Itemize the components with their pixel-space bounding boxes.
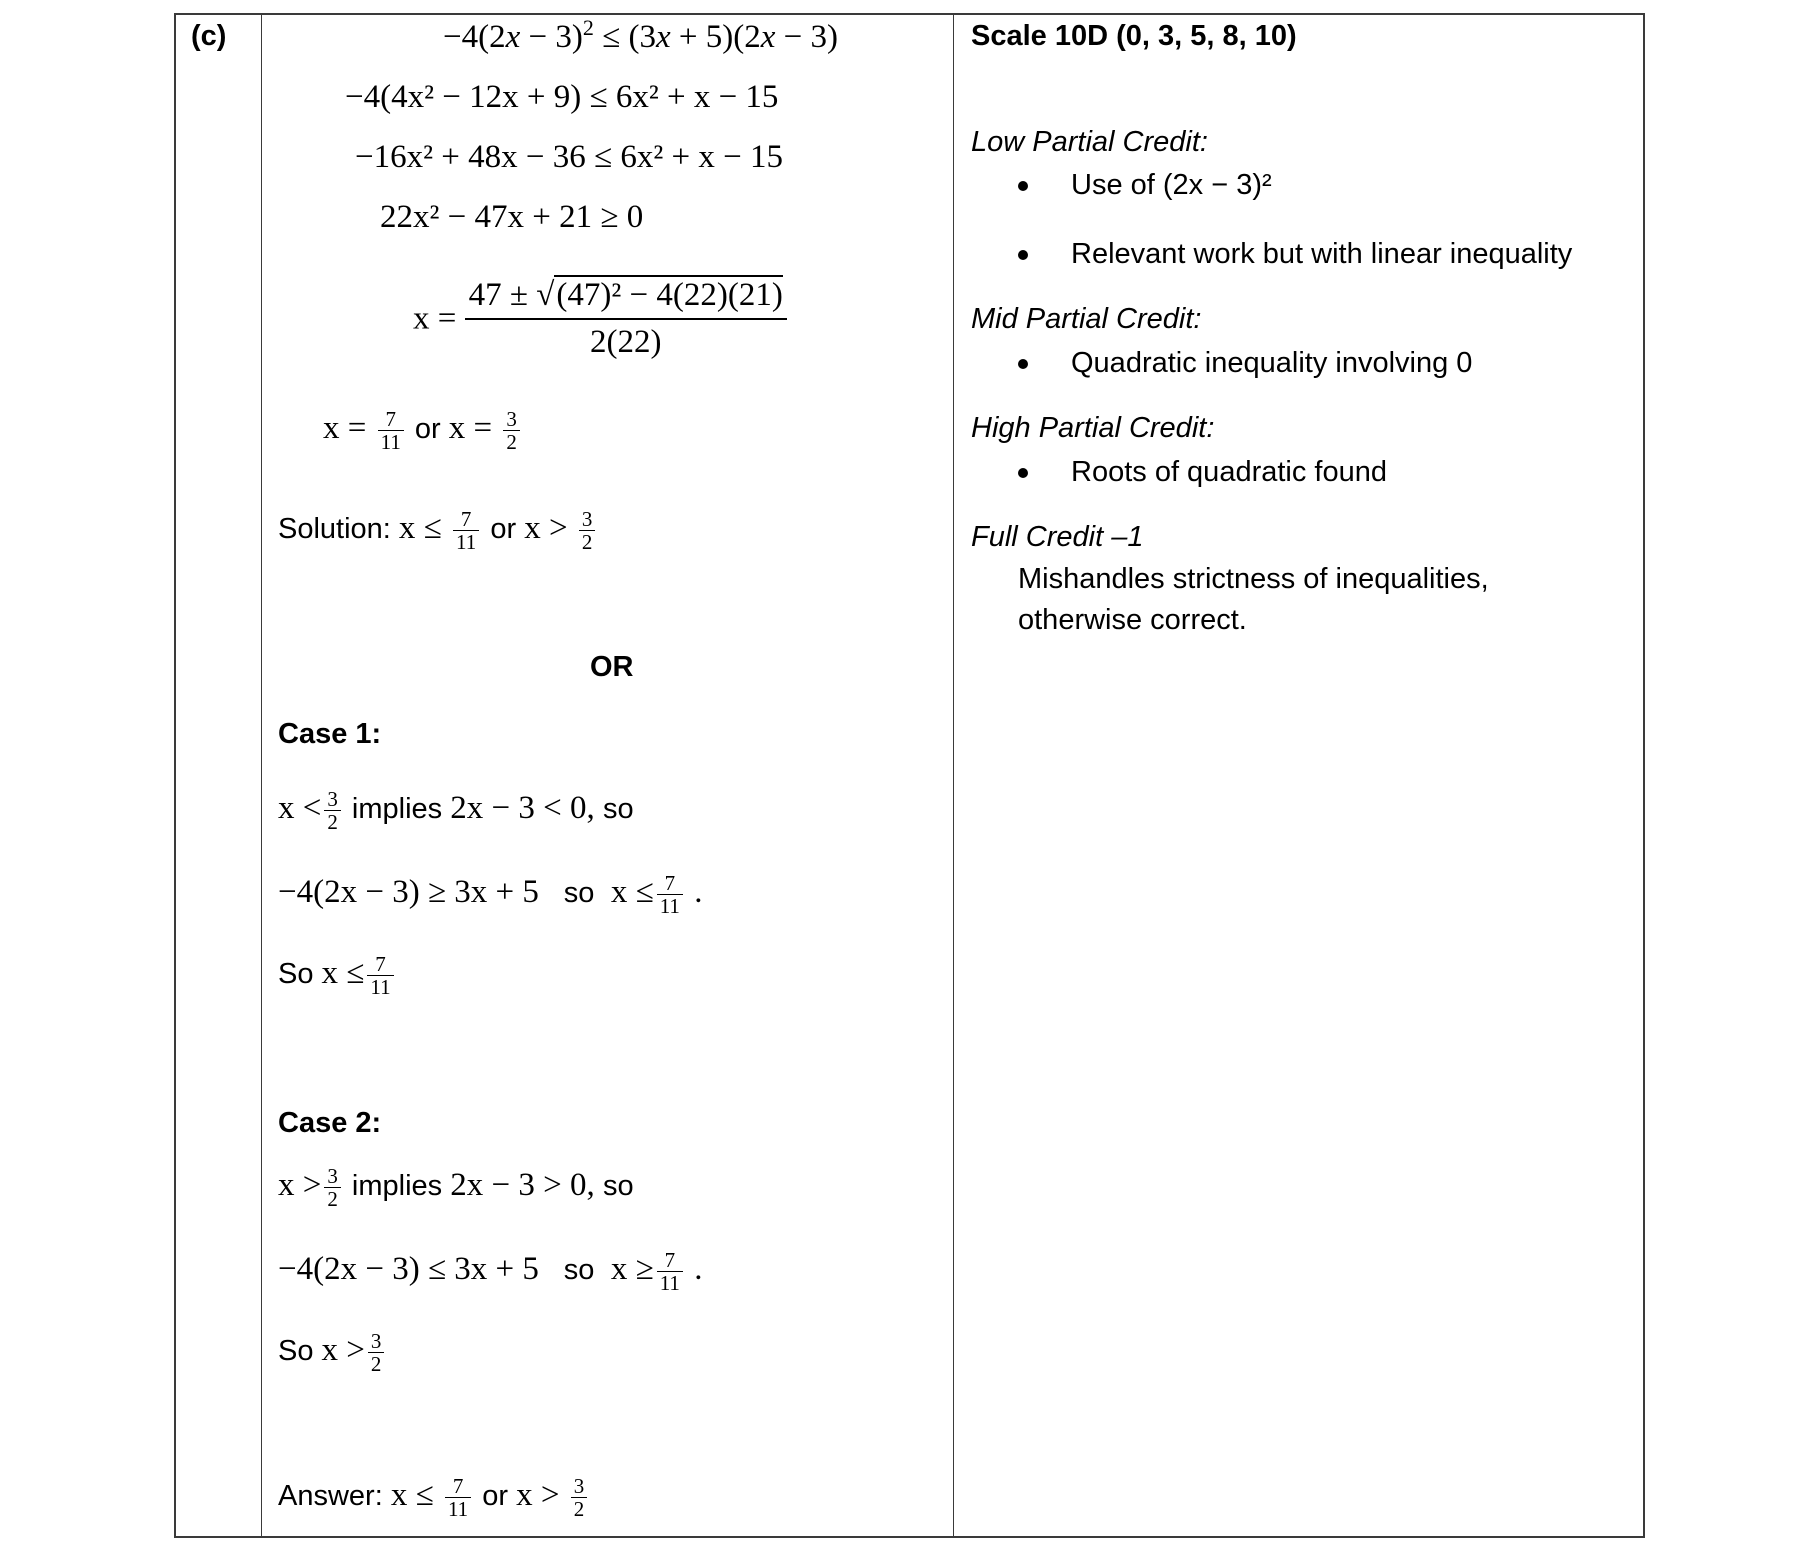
answer-line: Answer: x ≤ $\frac{7}{11}$ or x > $\frac{3}{2}$ xyxy=(278,1475,590,1520)
case-1-line-2: −4(2x − 3) ≥ 3x + 5 so x ≤ $\frac{7}{11}$ . xyxy=(278,871,703,919)
equation-step-4: 22x² − 47x + 21 ≥ 0 xyxy=(380,199,644,235)
low-partial-heading: Low Partial Credit: xyxy=(971,126,1208,158)
mid-partial-item-1: Quadratic inequality involving 0 xyxy=(1018,347,1472,380)
marking-cell xyxy=(955,15,1645,1536)
case-1-line-1: x < $\frac{3}{2}$ implies 2x − 3 < 0, so xyxy=(278,787,634,835)
case-2-title: Case 2: xyxy=(278,1107,382,1139)
equation-step-1: $-4(2x - 3)^2 \le (3x + 5)(2x - 3)$ xyxy=(443,15,838,55)
or-divider: OR xyxy=(590,651,634,683)
solution-line: Solution: x ≤ $\frac{7}{11}$ or x > $\frac{3}{2}$ xyxy=(278,508,598,553)
bullet-icon xyxy=(1018,250,1028,260)
bullet-icon xyxy=(1018,181,1028,191)
column-divider xyxy=(953,15,954,1536)
case-2-line-1: x > $\frac{3}{2}$ implies 2x − 3 > 0, so xyxy=(278,1164,634,1212)
bullet-icon xyxy=(1018,359,1028,369)
low-partial-item-2: Relevant work but with linear inequality xyxy=(1018,238,1572,271)
equation-step-2: −4(4x² − 12x + 9) ≤ 6x² + x − 15 xyxy=(345,79,779,115)
scale-heading: Scale 10D (0, 3, 5, 8, 10) xyxy=(971,20,1297,52)
case-2-line-3: So x > $\frac{3}{2}$ xyxy=(278,1330,387,1375)
equation-step-3: −16x² + 48x − 36 ≤ 6x² + x − 15 xyxy=(355,139,783,175)
bullet-icon xyxy=(1018,468,1028,478)
full-credit-line-2: otherwise correct. xyxy=(1018,604,1247,636)
case-1-title: Case 1: xyxy=(278,718,382,750)
high-partial-heading: High Partial Credit: xyxy=(971,412,1215,444)
high-partial-item-1: Roots of quadratic found xyxy=(1018,456,1387,489)
roots-line: x = $\frac{7}{11}$ or x = $\frac{3}{2}$ xyxy=(323,408,523,453)
full-credit-heading: Full Credit –1 xyxy=(971,521,1144,553)
case-2-line-2: −4(2x − 3) ≤ 3x + 5 so x ≥ $\frac{7}{11}$ . xyxy=(278,1248,703,1296)
low-partial-item-1: Use of (2x − 3)² xyxy=(1018,169,1272,202)
full-credit-line-1: Mishandles strictness of inequalities, xyxy=(1018,563,1489,595)
part-label-cell xyxy=(176,15,261,1536)
mid-partial-heading: Mid Partial Credit: xyxy=(971,303,1202,335)
marking-scheme-table xyxy=(174,13,1645,1538)
case-1-line-3: So x ≤ $\frac{7}{11}$ xyxy=(278,953,397,998)
column-divider xyxy=(261,15,262,1536)
part-label: (c) xyxy=(191,20,227,52)
solution-cell xyxy=(263,15,953,1536)
quadratic-formula: x = $\frac{\text{47 ± √(47)² − 4(22)(21)}}{2(22)}$ xyxy=(413,277,787,361)
